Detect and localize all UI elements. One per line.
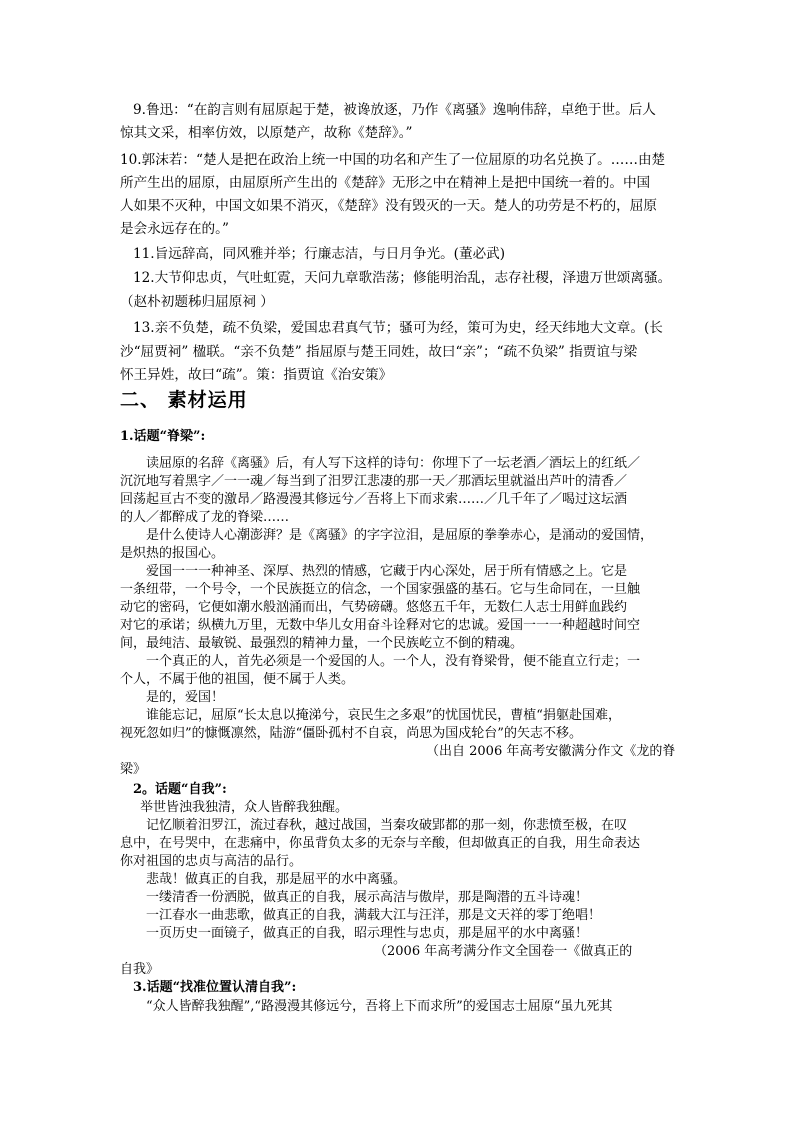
topic-1-line: 是的，爱国！ [146, 690, 225, 705]
topic-1-line: 是什么使诗人心潮澎湃？是《离骚》的字字泣泪，是屈原的拳拳赤心，是涌动的爱国情， [146, 528, 654, 543]
topic-1-line: 个人，不属于他的祖国，便不属于人类。 [120, 672, 355, 687]
section-heading: 二、 素材运用 [120, 389, 248, 411]
topic-1-line: 一个真正的人，首先必须是一个爱国的人。一个人，没有脊梁骨，便不能直立行走；一 [146, 654, 641, 669]
topic-2-line: 息中，在号哭中，在悲痛中，你虽背负太多的无奈与辛酸，但却做真正的自我，用生命表达 [120, 836, 641, 851]
quote-9-line-1: 9.鲁迅：“在韵言则有屈原起于楚，被谗放逐，乃作《离骚》逸响伟辞，卓绝于世。后人 [133, 102, 656, 118]
quote-9-line-2: 惊其文采，相率仿效，以原楚产，故称《楚辞》。” [120, 125, 413, 141]
topic-2-line: 举世皆浊我独清，众人皆醉我独醒。 [140, 800, 349, 815]
topic-2-line: 你对祖国的忠贞与高洁的品行。 [120, 854, 303, 869]
topic-2-title: 2。话题“自我”: [133, 782, 227, 797]
topic-1-line: 一条纽带，一个号令，一个民族挺立的信念，一个国家强盛的基石。它与生命同在，一旦触 [120, 582, 641, 597]
quote-13-line-2: 沙“屈贾祠” 楹联。“亲不负楚” 指屈原与楚王同姓，故曰“亲”；“疏不负梁” 指贾谊与梁 [120, 344, 638, 360]
topic-1-line: 读屈原的名辞《离骚》后，有人写下这样的诗句：你埋下了一坛老酒／酒坛上的红纸／ [146, 456, 641, 471]
topic-1-line: 回荡起亘古不变的激昂／路漫漫其修远兮／吾将上下而求索……／几千年了／喝过这坛酒 [120, 492, 628, 507]
quote-10-line-2: 所产生出的屈原，由屈原所产生出的《楚辞》无形之中在精神上是把中国统一着的。中国 [120, 175, 651, 191]
topic-2-line: 悲哉！做真正的自我，那是屈平的水中离骚。 [146, 872, 407, 887]
topic-3-line: “众人皆醉我独醒”,“路漫漫其修远兮，吾将上下而求所”的爱国志士屈原“虽九死其 [146, 999, 613, 1014]
topic-2-line: 一页历史一面镜子，做真正的自我，昭示理性与忠贞，那是屈平的水中离骚！ [146, 926, 589, 941]
quote-13-line-3: 怀王异姓，故曰“疏”。策：指贾谊《治安策》 [120, 367, 393, 383]
quote-10-line-4: 是会永远存在的。” [120, 221, 229, 237]
quote-11: 11.旨远辞高，同风雅并举；行廉志洁，与日月争光。(董必武) [133, 246, 506, 262]
topic-2-line: 一缕清香一份洒脱，做真正的自我，展示高洁与傲岸，那是陶潜的五斗诗魂！ [146, 890, 589, 905]
quote-12-line-1: 12.大节仰忠贞，气吐虹霓，天问九章歌浩荡；修能明治乱，志存社稷，泽遗万世颂离骚。 [133, 270, 672, 286]
topic-1-source-end: 梁》 [120, 762, 147, 777]
topic-1-line: 动它的密码，它便如潮水般汹涌而出，气势磅礴。悠悠五千年，无数仁人志士用鲜血践约 [120, 600, 628, 615]
topic-1-line: 爱国一一一种神圣、深厚、热烈的情感，它藏于内心深处，居于所有情感之上。它是 [146, 564, 628, 579]
topic-1-source: （出自 2006 年高考安徽满分作文《龙的脊 [426, 744, 676, 759]
quote-13-line-1: 13.亲不负楚，疏不负梁，爱国忠君真气节；骚可为经，策可为史，经天纬地大文章。(长 [133, 320, 663, 336]
topic-2-source: （2006 年高考满分作文全国卷一《做真正的 [374, 944, 633, 959]
topic-2-source-end: 自我》 [120, 962, 160, 977]
topic-1-line: 谁能忘记，屈原“长太息以掩涕兮，哀民生之多艰”的忧国忧民，曹植“捐躯赴国难， [146, 708, 621, 723]
topic-3-title: 3.话题“找准位置认清自我”: [133, 980, 297, 995]
topic-1-line: 视死忽如归”的慷慨凛然，陆游“僵卧孤村不自哀，尚思为国戍轮台”的矢志不移。 [120, 726, 582, 741]
topic-2-line: 一江春水一曲悲歌，做真正的自我，满载大江与汪洋，那是文天祥的零丁绝唱！ [146, 908, 602, 923]
topic-1-line: 间，最纯洁、最敏锐、最强烈的精神力量，一个民族屹立不倒的精魂。 [120, 636, 524, 651]
topic-1-line: 的人／都醉成了龙的脊梁…… [120, 510, 290, 525]
topic-1-title: 1.话题“脊梁”: [120, 429, 206, 444]
quote-10-line-1: 10.郭沫若：“楚人是把在政治上统一中国的功名和产生了一位屈原的功名兑换了。……由楚 [120, 152, 666, 168]
topic-1-line: 是炽热的报国心。 [120, 546, 225, 561]
quote-10-line-3: 人如果不灭种，中国文如果不消灭，《楚辞》没有毁灭的一天。楚人的功劳是不朽的，屈原 [120, 198, 657, 214]
quote-12-line-2: （赵朴初题秭归屈原祠 ） [120, 294, 274, 310]
topic-2-line: 记忆顺着汨罗江，流过春秋，越过战国，当秦攻破郢都的那一刻，你悲愤至极，在叹 [146, 818, 628, 833]
topic-1-line: 沉沉地写着黑字／一一魂／每当到了汨罗江悲凄的那一天／那酒坛里就溢出芦叶的清香／ [120, 474, 628, 489]
topic-1-line: 对它的承诺；纵横九万里，无数中华儿女用奋斗诠释对它的忠诚。爱国一一一种超越时间空 [120, 618, 641, 633]
